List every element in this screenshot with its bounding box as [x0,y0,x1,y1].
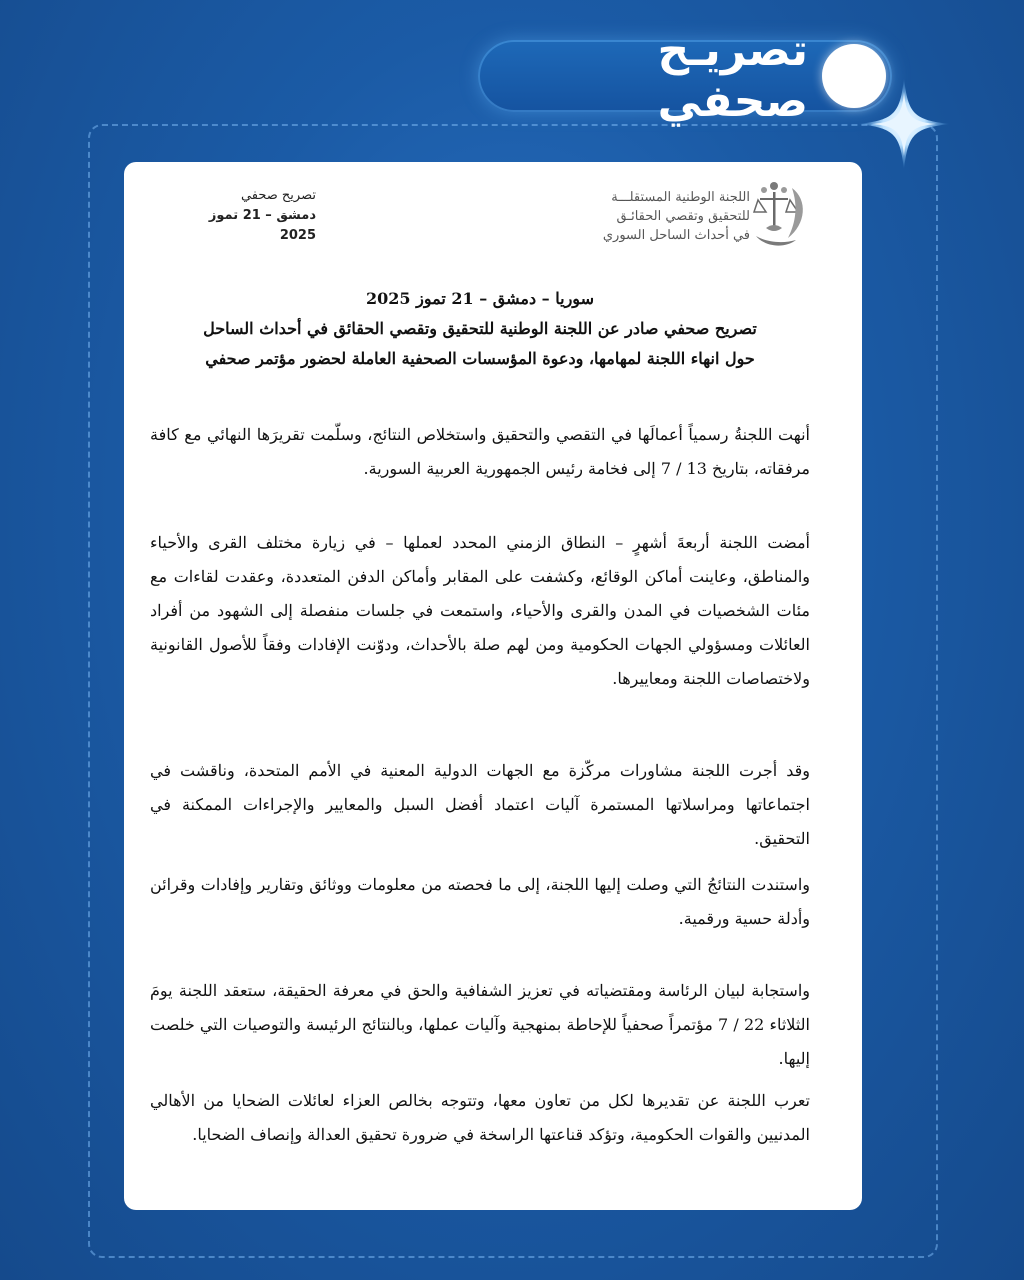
logo-line-1: اللجنة الوطنية المستقلـــة [611,190,750,205]
paragraph-2: أمضت اللجنة أربعةَ أشهرٍ – النطاق الزمني المحدد لعملها – في زيارة مختلف القرى والأحياء والمناطق، وعاينت أماكن الوقائع، وكشفت على المقابر وأماكن الدفن المتعددة، وعقدت لقاءات مع مئات الشخصيات في المدن والقرى والأحياء، واستمعت في جلسات منفصلة إلى الشهود من أفراد العائلات ومسؤولي الجهات الحكومية ومن لهم صلة بالأحداث، ودوّنت الإفادات وفقاً للأصول القانونية ولاختصاصات اللجنة ومعاييرها. [150,533,810,688]
paragraph-3: وقد أجرت اللجنة مشاورات مركّزة مع الجهات الدولية المعنية في الأمم المتحدة، وناقشت في اجتماعاتها ومراسلاتها المستمرة آليات اعتماد أفضل السبل والمعايير والإجراءات الممكنة في التحقيق. [150,761,810,848]
committee-logo-text [600,188,750,245]
heading-line-2: تصريح صحفي صادر عن اللجنة الوطنية للتحقيق وتقصي الحقائق في أحداث الساحل [203,319,757,338]
release-heading [150,284,810,374]
header-title: تصريـح صحفي [657,25,808,127]
paragraph-1: أنهت اللجنةُ رسمياً أعمالَها في التقصي والتحقيق واستخلاص النتائج، وسلّمت تقريرَها النهائي مع كافة مرفقاته، بتاريخ 13 / 7 إلى فخامة رئيس الجمهورية العربية السورية. [150,425,810,478]
logo-line-3: في أحداث الساحل السوري [602,228,750,243]
top-left-block [176,186,316,246]
paragraph-6: تعرب اللجنة عن تقديرها لكل من تعاون معها، وتتوجه بخالص العزاء لعائلات الضحايا من الأهالي المدنيين والقوات الحكومية، وتؤكد قناعتها الراسخة في ضرورة تحقيق العدالة وإنصاف الضحايا. [150,1091,810,1144]
scales-of-justice-icon [752,178,808,248]
doc-date: دمشق – 21 تموز 2025 [208,208,316,243]
sparkle-star-icon [856,76,952,172]
heading-line-1: سوريا – دمشق – 21 تموز 2025 [366,289,594,308]
paragraph-5: واستجابة لبيان الرئاسة ومقتضياته في تعزيز الشفافية والحق في معرفة الحقيقة، ستعقد اللجنة يومَ الثلاثاء 22 / 7 مؤتمراً صحفياً للإحاطة بمنهجية وآليات عملها، وبالنتائج الرئيسة والتوصيات التي خلصت إليها. [150,981,811,1068]
doc-label: تصريح صحفي [240,188,316,203]
paragraph-4: واستندت النتائجُ التي وصلت إليها اللجنة، إلى ما فحصته من معلومات ووثائق وتقارير وإفادات وقرائن وأدلة حسية ورقمية. [150,875,810,928]
heading-line-3: حول انهاء اللجنة لمهامها، ودعوة المؤسسات الصحفية العاملة لحضور مؤتمر صحفي [205,349,755,368]
logo-line-2: للتحقيق وتقصي الحقائـق [616,209,750,224]
